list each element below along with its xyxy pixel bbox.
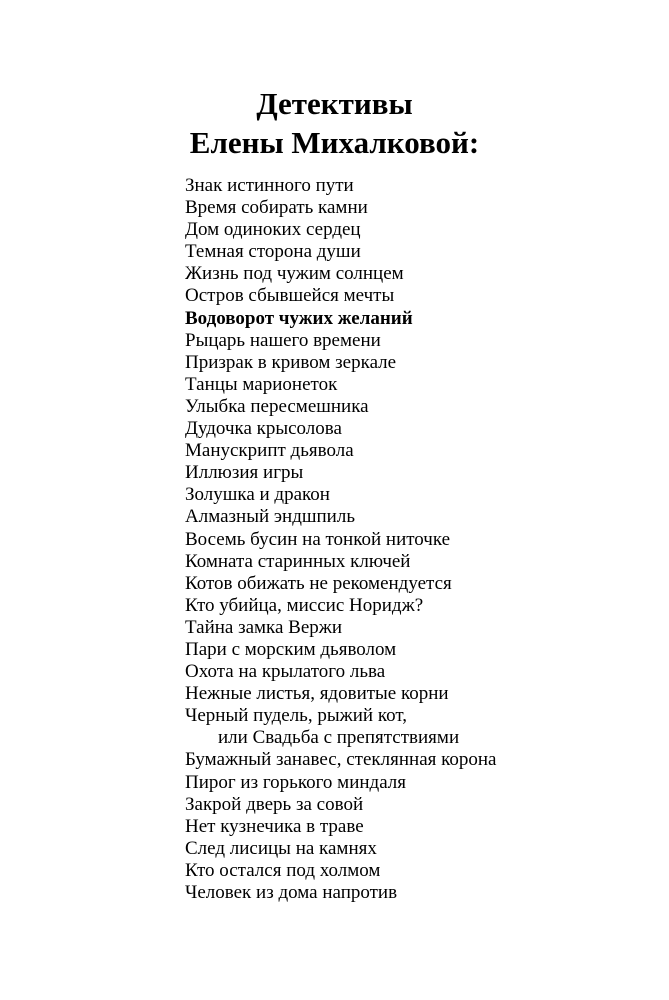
book-title: Дудочка крысолова (185, 418, 342, 440)
book-title-current: Водоворот чужих желаний (185, 307, 413, 329)
book-title: Нет кузнечика в траве (185, 815, 364, 837)
book-title: Алмазный эндшпиль (185, 506, 355, 528)
book-title: Иллюзия игры (185, 462, 304, 484)
book-title: Кто убийца, миссис Норидж? (185, 594, 424, 616)
book-title: Кто остался под холмом (185, 859, 381, 881)
book-title: Рыцарь нашего времени (185, 329, 381, 351)
book-title: Танцы марионеток (185, 373, 338, 395)
book-title-list (185, 175, 496, 904)
book-title: Тайна замка Вержи (185, 616, 343, 638)
book-title: Остров сбывшейся мечты (185, 285, 395, 307)
book-title: Закрой дверь за совой (185, 793, 364, 815)
book-title: Пари с морским дьяволом (185, 638, 397, 660)
book-title: Призрак в кривом зеркале (185, 351, 397, 373)
book-title: Пирог из горького миндаля (185, 771, 407, 793)
book-title-first-line: Черный пудель, рыжий кот, (185, 705, 407, 727)
book-title: Манускрипт дьявола (185, 440, 354, 462)
book-title: Комната старинных ключей (185, 550, 411, 572)
book-title: Восемь бусин на тонкой ниточке (185, 528, 451, 550)
book-title: Бумажный занавес, стеклянная корона (185, 749, 497, 771)
book-title: Улыбка пересмешника (185, 395, 369, 417)
book-title-two-line (185, 705, 496, 749)
book-title: Золушка и дракон (185, 484, 330, 506)
book-title: Человек из дома напротив (185, 882, 398, 903)
page-heading (0, 84, 669, 162)
heading-line-2: Елены Михалковой: (189, 125, 480, 160)
book-title: Охота на крылатого льва (185, 661, 386, 683)
book-title: Темная сторона души (185, 241, 361, 263)
book-title: Нежные листья, ядовитые корни (185, 683, 449, 705)
book-title-continuation: или Свадьба с препятствиями (218, 727, 460, 749)
book-title: Дом одиноких сердец (185, 219, 361, 241)
book-title: Знак истинного пути (185, 175, 354, 196)
book-title: Котов обижать не рекомендуется (185, 572, 452, 594)
heading-line-1: Детективы (256, 86, 413, 121)
book-title: След лисицы на камнях (185, 837, 377, 859)
book-title: Время собирать камни (185, 197, 368, 219)
book-title: Жизнь под чужим солнцем (185, 263, 404, 285)
